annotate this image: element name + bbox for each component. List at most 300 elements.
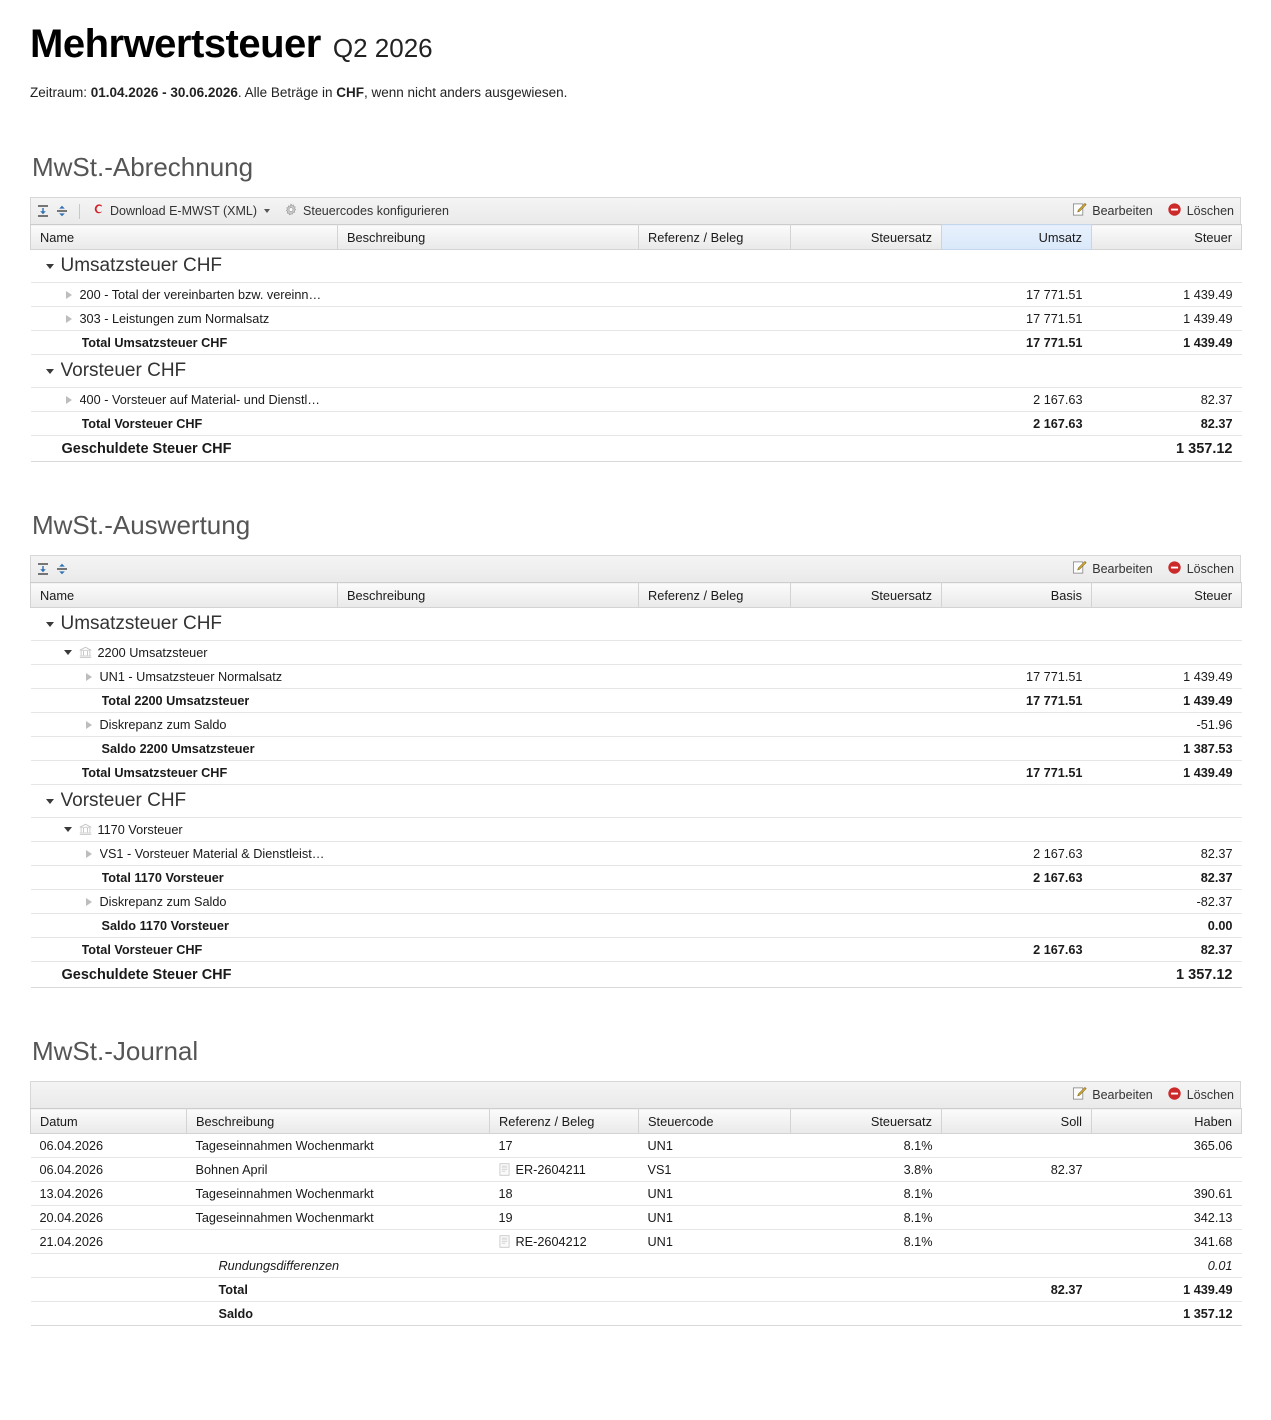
row-name: 2200 Umsatzsteuer	[97, 645, 208, 660]
row-beschreibung	[338, 818, 639, 842]
row-name: Total Vorsteuer CHF	[81, 942, 203, 957]
edit-button-journal[interactable]	[1072, 1086, 1152, 1104]
row-steuer: 1 439.49	[1092, 283, 1242, 307]
row-beschreibung	[338, 331, 639, 355]
row-steuersatz	[791, 962, 942, 988]
row-referenz	[639, 818, 791, 842]
row-steuercode: UN1	[639, 1134, 791, 1158]
col-header-steuersatz[interactable]: Steuersatz	[791, 583, 942, 608]
row-beschreibung: Total	[187, 1278, 490, 1302]
chevron-collapse-icon[interactable]	[46, 264, 54, 269]
row-basis: 2 167.63	[942, 842, 1092, 866]
table-journal	[30, 1108, 1242, 1326]
row-steuersatz	[791, 1254, 942, 1278]
delete-button-abrechnung[interactable]	[1167, 202, 1234, 220]
row-steuer: 1 387.53	[1092, 737, 1242, 761]
row-haben	[1092, 1158, 1242, 1182]
row-soll	[942, 1182, 1092, 1206]
chevron-collapse-icon[interactable]	[64, 827, 72, 832]
row-name: Vorsteuer CHF	[60, 360, 187, 381]
collapse-all-icon[interactable]	[55, 204, 69, 218]
row-steuer	[1092, 785, 1242, 818]
row-beschreibung	[338, 737, 639, 761]
row-beschreibung	[338, 283, 639, 307]
row-steuersatz	[791, 1278, 942, 1302]
row-referenz	[639, 914, 791, 938]
row-referenz	[639, 962, 791, 988]
row-soll	[942, 1206, 1092, 1230]
chevron-expand-icon[interactable]	[86, 673, 92, 681]
row-steuer: 1 357.12	[1092, 962, 1242, 988]
chevron-expand-icon[interactable]	[86, 850, 92, 858]
row-name: Total Umsatzsteuer CHF	[81, 765, 228, 780]
row-name: Vorsteuer CHF	[60, 790, 187, 811]
row-steuercode	[639, 1254, 791, 1278]
edit-label-journal: Bearbeiten	[1092, 1088, 1153, 1102]
row-steuer: -51.96	[1092, 713, 1242, 737]
row-beschreibung	[338, 641, 639, 665]
row-steuersatz	[791, 914, 942, 938]
row-soll	[942, 1302, 1092, 1326]
row-steuersatz	[791, 641, 942, 665]
table-row-total[interactable]	[31, 1278, 1242, 1302]
row-referenz	[639, 713, 791, 737]
period-suffix: , wenn nicht anders ausgewiesen.	[363, 85, 568, 100]
row-datum: 13.04.2026	[31, 1182, 187, 1206]
row-datum: 21.04.2026	[31, 1230, 187, 1254]
row-name: UN1 - Umsatzsteuer Normalsatz	[99, 669, 283, 684]
row-steuer	[1092, 641, 1242, 665]
row-steuersatz	[791, 737, 942, 761]
panel-auswertung	[30, 555, 1241, 988]
row-referenz	[639, 785, 791, 818]
row-steuersatz	[791, 890, 942, 914]
col-header-referenz[interactable]: Referenz / Beleg	[639, 583, 791, 608]
document-icon[interactable]	[499, 1163, 510, 1176]
row-steuersatz	[791, 388, 942, 412]
col-header-beschreibung[interactable]: Beschreibung	[187, 1109, 490, 1134]
row-beschreibung: Saldo	[187, 1302, 490, 1326]
row-beschreibung	[338, 307, 639, 331]
row-soll: 82.37	[942, 1278, 1092, 1302]
row-referenz	[639, 641, 791, 665]
row-haben: 341.68	[1092, 1230, 1242, 1254]
row-name: Diskrepanz zum Saldo	[99, 894, 227, 909]
row-steuer: 82.37	[1092, 938, 1242, 962]
row-referenz	[639, 283, 791, 307]
row-haben: 0.01	[1092, 1254, 1242, 1278]
row-steuer: 1 439.49	[1092, 331, 1242, 355]
row-beschreibung: Tageseinnahmen Wochenmarkt	[187, 1134, 490, 1158]
row-beschreibung	[338, 890, 639, 914]
col-header-datum[interactable]: Datum	[31, 1109, 187, 1134]
row-basis	[942, 641, 1092, 665]
table-row[interactable]	[31, 355, 1242, 388]
panel-abrechnung	[30, 197, 1241, 462]
table-row-total[interactable]	[31, 938, 1242, 962]
table-row[interactable]	[31, 250, 1242, 283]
col-header-steuersatz[interactable]: Steuersatz	[791, 225, 942, 250]
row-steuersatz	[791, 355, 942, 388]
col-header-haben[interactable]: Haben	[1092, 1109, 1242, 1134]
cresus-c-icon	[90, 202, 105, 220]
row-soll	[942, 1134, 1092, 1158]
row-name: Total 1170 Vorsteuer	[101, 870, 224, 885]
row-referenz: 17	[498, 1138, 513, 1153]
table-row[interactable]	[31, 890, 1242, 914]
row-beschreibung: Tageseinnahmen Wochenmarkt	[187, 1182, 490, 1206]
row-beschreibung	[338, 761, 639, 785]
row-name: Geschuldete Steuer CHF	[61, 440, 232, 457]
chevron-expand-icon[interactable]	[86, 721, 92, 729]
row-haben: 1 439.49	[1092, 1278, 1242, 1302]
row-name: Total Vorsteuer CHF	[81, 416, 203, 431]
col-header-beschreibung[interactable]: Beschreibung	[338, 225, 639, 250]
row-referenz	[639, 307, 791, 331]
collapse-all-icon[interactable]	[55, 562, 69, 576]
row-referenz: ER-2604211	[515, 1162, 586, 1177]
chevron-expand-icon[interactable]	[66, 291, 72, 299]
row-beschreibung	[338, 689, 639, 713]
row-beschreibung	[338, 436, 639, 462]
row-basis	[942, 737, 1092, 761]
table-row-total[interactable]	[31, 761, 1242, 785]
col-header-referenz[interactable]: Referenz / Beleg	[490, 1109, 639, 1134]
row-beschreibung	[338, 785, 639, 818]
row-basis	[942, 914, 1092, 938]
expand-all-icon[interactable]	[36, 204, 50, 218]
col-header-steuer[interactable]: Steuer	[1092, 225, 1242, 250]
row-beschreibung	[338, 665, 639, 689]
table-row[interactable]	[31, 608, 1242, 641]
period-line	[30, 85, 1241, 100]
bank-account-icon	[79, 646, 92, 659]
gear-icon	[284, 203, 298, 220]
col-header-steuercode[interactable]: Steuercode	[639, 1109, 791, 1134]
row-steuersatz	[791, 283, 942, 307]
table-auswertung	[30, 582, 1242, 988]
delete-label-abrechnung: Löschen	[1186, 204, 1234, 218]
table-header-row	[31, 1109, 1242, 1134]
col-header-steuersatz[interactable]: Steuersatz	[791, 1109, 942, 1134]
row-steuersatz: 3.8%	[791, 1158, 942, 1182]
table-row-total[interactable]	[31, 689, 1242, 713]
delete-circle-minus-icon	[1167, 202, 1182, 220]
col-header-referenz[interactable]: Referenz / Beleg	[639, 225, 791, 250]
row-beschreibung	[338, 355, 639, 388]
row-referenz	[639, 331, 791, 355]
configure-taxcodes-button[interactable]	[284, 203, 449, 220]
row-name: 200 - Total der vereinbarten bzw. vereinn…	[79, 287, 322, 302]
row-steuersatz	[791, 842, 942, 866]
section-heading-abrechnung: MwSt.-Abrechnung	[32, 152, 254, 182]
table-row[interactable]	[31, 388, 1242, 412]
row-steuer	[1092, 608, 1242, 641]
chevron-expand-icon[interactable]	[66, 315, 72, 323]
row-steuercode	[639, 1278, 791, 1302]
toolbar-auswertung	[30, 555, 1241, 582]
row-datum	[31, 1254, 187, 1278]
row-steuercode	[639, 1302, 791, 1326]
table-header-row	[31, 225, 1242, 250]
row-basis	[942, 608, 1092, 641]
row-steuersatz	[791, 412, 942, 436]
table-row-total[interactable]	[31, 914, 1242, 938]
row-umsatz: 2 167.63	[942, 388, 1092, 412]
chevron-collapse-icon[interactable]	[64, 650, 72, 655]
period-prefix: Zeitraum:	[30, 85, 91, 100]
period-range: 01.04.2026 - 30.06.2026	[90, 85, 238, 100]
row-steuer	[1092, 818, 1242, 842]
table-row[interactable]	[31, 1230, 1242, 1254]
toolbar-abrechnung	[30, 197, 1241, 224]
table-row[interactable]	[31, 665, 1242, 689]
row-haben: 365.06	[1092, 1134, 1242, 1158]
row-steuersatz	[791, 785, 942, 818]
edit-button-auswertung[interactable]	[1072, 560, 1152, 578]
col-header-beschreibung[interactable]: Beschreibung	[338, 583, 639, 608]
row-basis: 2 167.63	[942, 938, 1092, 962]
row-umsatz: 17 771.51	[942, 283, 1092, 307]
row-steuersatz	[791, 938, 942, 962]
row-name: Diskrepanz zum Saldo	[99, 717, 227, 732]
row-basis	[942, 818, 1092, 842]
page-title-main: Mehrwertsteuer	[30, 22, 321, 66]
row-beschreibung	[338, 412, 639, 436]
row-name: Saldo 1170 Vorsteuer	[101, 918, 229, 933]
row-steuersatz	[791, 818, 942, 842]
col-header-umsatz[interactable]: Umsatz	[942, 225, 1092, 250]
section-heading-auswertung: MwSt.-Auswertung	[32, 510, 251, 540]
row-referenz	[639, 842, 791, 866]
document-icon[interactable]	[499, 1235, 510, 1248]
row-beschreibung	[338, 938, 639, 962]
table-row[interactable]	[31, 1134, 1242, 1158]
row-referenz	[639, 761, 791, 785]
row-name: 400 - Vorsteuer auf Material- und Dienstl…	[79, 392, 320, 407]
row-referenz	[639, 355, 791, 388]
table-row-total[interactable]	[31, 412, 1242, 436]
row-steuersatz: 8.1%	[791, 1134, 942, 1158]
row-steuer: 1 357.12	[1092, 436, 1242, 462]
row-basis	[942, 890, 1092, 914]
row-steuersatz	[791, 307, 942, 331]
row-steuer: -82.37	[1092, 890, 1242, 914]
delete-button-journal[interactable]	[1167, 1086, 1234, 1104]
table-row-total[interactable]	[31, 1302, 1242, 1326]
table-row-account[interactable]	[31, 641, 1242, 665]
row-referenz	[639, 938, 791, 962]
row-datum	[31, 1278, 187, 1302]
row-basis: 17 771.51	[942, 761, 1092, 785]
row-name: Umsatzsteuer CHF	[60, 613, 223, 634]
download-emwst-button[interactable]	[90, 202, 270, 220]
row-steuersatz	[791, 250, 942, 283]
row-beschreibung: Bohnen April	[187, 1158, 490, 1182]
row-beschreibung	[338, 388, 639, 412]
table-row[interactable]	[31, 785, 1242, 818]
row-steuer	[1092, 355, 1242, 388]
row-beschreibung: Rundungsdifferenzen	[187, 1254, 490, 1278]
row-steuersatz	[791, 331, 942, 355]
row-steuersatz: 8.1%	[791, 1182, 942, 1206]
table-row-total[interactable]	[31, 866, 1242, 890]
row-steuer: 82.37	[1092, 866, 1242, 890]
col-header-name[interactable]: Name	[31, 583, 338, 608]
row-beschreibung: Tageseinnahmen Wochenmarkt	[187, 1206, 490, 1230]
row-name: VS1 - Vorsteuer Material & Dienstleist…	[99, 846, 325, 861]
row-referenz	[639, 866, 791, 890]
row-beschreibung	[338, 608, 639, 641]
row-steuercode: UN1	[639, 1230, 791, 1254]
col-header-name[interactable]: Name	[31, 225, 338, 250]
row-referenz	[639, 250, 791, 283]
row-steuersatz	[791, 713, 942, 737]
row-referenz	[639, 388, 791, 412]
delete-button-auswertung[interactable]	[1167, 560, 1234, 578]
chevron-down-icon	[264, 209, 270, 213]
pencil-edit-icon	[1072, 1086, 1087, 1104]
row-steuersatz	[791, 608, 942, 641]
row-haben: 1 357.12	[1092, 1302, 1242, 1326]
configure-taxcodes-label: Steuercodes konfigurieren	[303, 204, 449, 218]
row-steuersatz	[791, 866, 942, 890]
pencil-edit-icon	[1072, 560, 1087, 578]
row-name: 303 - Leistungen zum Normalsatz	[79, 311, 270, 326]
row-soll	[942, 1230, 1092, 1254]
row-steuersatz	[791, 689, 942, 713]
row-beschreibung	[338, 866, 639, 890]
table-row[interactable]	[31, 307, 1242, 331]
row-steuersatz	[791, 1302, 942, 1326]
section-heading-journal: MwSt.-Journal	[32, 1036, 199, 1066]
table-row[interactable]	[31, 1182, 1242, 1206]
row-referenz	[639, 608, 791, 641]
row-umsatz: 17 771.51	[942, 331, 1092, 355]
row-name: 1170 Vorsteuer	[97, 822, 183, 837]
row-steuer: 1 439.49	[1092, 761, 1242, 785]
row-name: Umsatzsteuer CHF	[60, 255, 223, 276]
edit-label-auswertung: Bearbeiten	[1092, 562, 1153, 576]
page-title	[30, 0, 1241, 67]
chevron-expand-icon[interactable]	[66, 396, 72, 404]
row-datum: 20.04.2026	[31, 1206, 187, 1230]
page-title-period: Q2 2026	[332, 33, 433, 63]
row-steuersatz: 8.1%	[791, 1230, 942, 1254]
row-name: Saldo 2200 Umsatzsteuer	[101, 741, 255, 756]
row-soll	[942, 1254, 1092, 1278]
row-referenz	[639, 665, 791, 689]
row-haben: 342.13	[1092, 1206, 1242, 1230]
row-steuersatz	[791, 665, 942, 689]
row-name: Total 2200 Umsatzsteuer	[101, 693, 250, 708]
row-basis	[942, 962, 1092, 988]
row-umsatz	[942, 250, 1092, 283]
row-haben: 390.61	[1092, 1182, 1242, 1206]
row-steuer: 82.37	[1092, 842, 1242, 866]
row-referenz	[639, 412, 791, 436]
row-referenz	[639, 689, 791, 713]
chevron-expand-icon[interactable]	[86, 898, 92, 906]
row-soll: 82.37	[942, 1158, 1092, 1182]
table-row[interactable]	[31, 713, 1242, 737]
table-body-journal	[31, 1134, 1242, 1326]
row-datum: 06.04.2026	[31, 1158, 187, 1182]
edit-button-abrechnung[interactable]	[1072, 202, 1152, 220]
table-row-total[interactable]	[31, 331, 1242, 355]
chevron-collapse-icon[interactable]	[46, 622, 54, 627]
row-name: Total Umsatzsteuer CHF	[81, 335, 228, 350]
table-row-grand-total[interactable]	[31, 436, 1242, 462]
delete-circle-minus-icon	[1167, 1086, 1182, 1104]
delete-label-journal: Löschen	[1186, 1088, 1234, 1102]
delete-circle-minus-icon	[1167, 560, 1182, 578]
table-row-rounding[interactable]	[31, 1254, 1242, 1278]
row-umsatz	[942, 436, 1092, 462]
row-steuer: 82.37	[1092, 412, 1242, 436]
row-basis: 17 771.51	[942, 665, 1092, 689]
row-umsatz: 2 167.63	[942, 412, 1092, 436]
row-referenz: 18	[498, 1186, 513, 1201]
row-referenz: 19	[498, 1210, 513, 1225]
row-beschreibung	[338, 713, 639, 737]
row-beschreibung	[338, 250, 639, 283]
toolbar-journal	[30, 1081, 1241, 1108]
row-steuercode: UN1	[639, 1182, 791, 1206]
row-basis: 2 167.63	[942, 866, 1092, 890]
table-row[interactable]	[31, 1158, 1242, 1182]
table-row-total[interactable]	[31, 737, 1242, 761]
toolbar-separator	[79, 204, 80, 219]
row-datum	[31, 1302, 187, 1326]
chevron-collapse-icon[interactable]	[46, 369, 54, 374]
expand-all-icon[interactable]	[36, 562, 50, 576]
row-beschreibung	[338, 842, 639, 866]
table-row-account[interactable]	[31, 818, 1242, 842]
row-referenz: RE-2604212	[515, 1234, 587, 1249]
table-abrechnung	[30, 224, 1242, 462]
row-name: Geschuldete Steuer CHF	[61, 966, 232, 983]
table-row[interactable]	[31, 283, 1242, 307]
table-header-row	[31, 583, 1242, 608]
table-body-abrechnung	[31, 250, 1242, 462]
row-steuersatz	[791, 436, 942, 462]
row-datum: 06.04.2026	[31, 1134, 187, 1158]
row-steuer: 1 439.49	[1092, 307, 1242, 331]
row-basis	[942, 785, 1092, 818]
panel-journal	[30, 1081, 1241, 1326]
col-header-basis[interactable]: Basis	[942, 583, 1092, 608]
row-steuersatz	[791, 761, 942, 785]
row-steuer: 1 439.49	[1092, 665, 1242, 689]
row-beschreibung	[187, 1230, 490, 1254]
row-steuer: 1 439.49	[1092, 689, 1242, 713]
row-umsatz: 17 771.51	[942, 307, 1092, 331]
download-emwst-label: Download E-MWST (XML)	[110, 204, 258, 218]
row-referenz	[639, 890, 791, 914]
col-header-steuer[interactable]: Steuer	[1092, 583, 1242, 608]
table-row-grand-total[interactable]	[31, 962, 1242, 988]
pencil-edit-icon	[1072, 202, 1087, 220]
table-row[interactable]	[31, 842, 1242, 866]
row-steuer: 82.37	[1092, 388, 1242, 412]
row-beschreibung	[338, 914, 639, 938]
table-row[interactable]	[31, 1206, 1242, 1230]
chevron-collapse-icon[interactable]	[46, 799, 54, 804]
col-header-soll[interactable]: Soll	[942, 1109, 1092, 1134]
bank-account-icon	[79, 823, 92, 836]
row-referenz	[639, 737, 791, 761]
